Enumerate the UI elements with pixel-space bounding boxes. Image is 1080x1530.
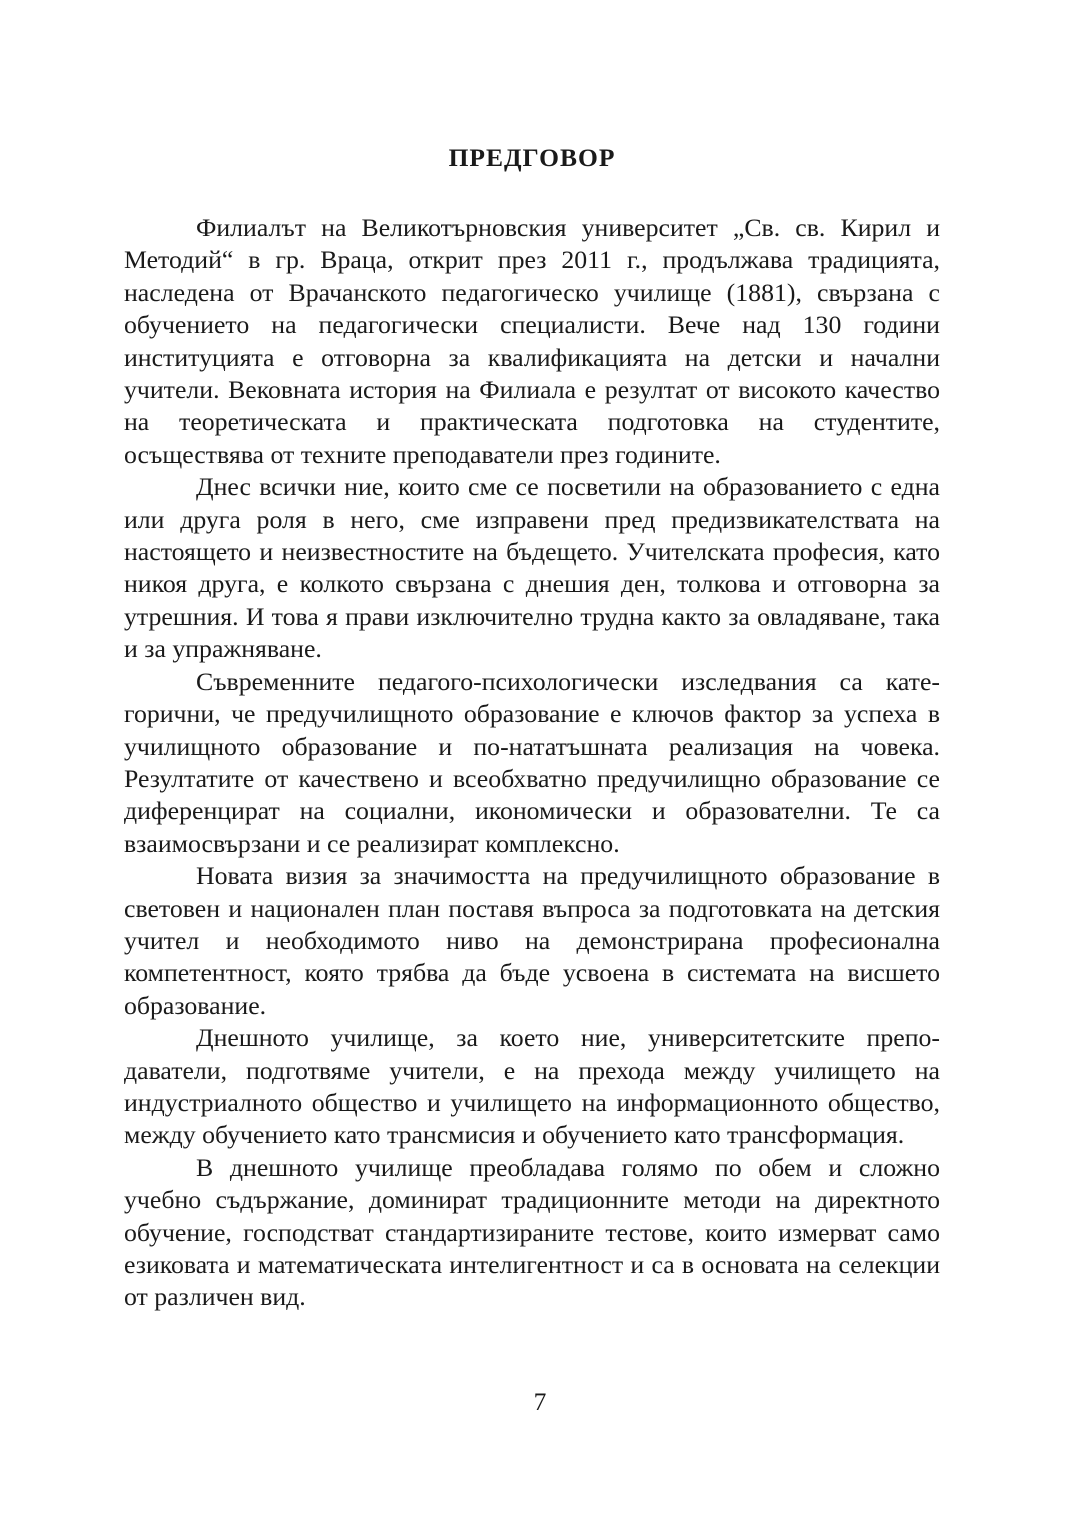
paragraph-5: Днешното училище, за което ние, университетските преподаватели, подготвяме учители, е на прехода между училището на индустриалното общество и училището на информационното общество, между обучението като трансмисия и обучението като трансформация. <box>124 1023 940 1150</box>
paragraph-4: Новата визия за значимостта на предучилищното образование в световен и национален план поставя въпроса за подготовката на детския учител и необходимото ниво на демонстрирана професионална компетентност, която трябва да бъде усвоена в системата на висшето образование. <box>124 861 940 1020</box>
page-number: 7 <box>533 1387 547 1416</box>
paragraph-1: Филиалът на Великотърновския университет „Св. св. Кирил и Методий“ в гр. Враца, открит през 2011 г., продължава традицията, наследена от Врачанското педагогическо училище (1881), свързана с обучението на педагогически специалисти. Вече над 130 години институцията е отговорна за квалификацията на детски и начални учители. Вековната история на Филиала е резултат от високото качество на теоретическата и практическата подготовка на студентите, осъществява от техните преподаватели през годините. <box>124 213 940 469</box>
paragraph-3: Съвременните педагого-психологически изследвания са категорични, че предучилищното образование е ключов фактор за успеха в училищното образование и по-нататъшната реализация на човека. Резултатите от качествено и всеобхватно предучилищно образование се диференцират на социални, икономически и образователни. Те са взаимосвързани и се реализират комплексно. <box>124 666 940 858</box>
document-page <box>124 140 940 1314</box>
paragraph-2: Днес всички ние, които сме се посветили на образованието с една или друга роля в него, сме изправени пред предизвикателствата на настоящето и неизвестностите на бъдещето. Учителската професия, като никоя друга, е колкото свързана с днешия ден, толкова и отговорна за утрешния. И това я прави изключително трудна както за овладяване, така и за упражняване. <box>124 472 940 664</box>
page-title: ПРЕДГОВОР <box>448 143 616 172</box>
paragraph-6: В днешното училище преобладава голямо по обем и сложно учебно съдържание, доминират традиционните методи на директното обучение, господстват стандартизираните тестове, които измерват само езиковата и математическата интелигентност и са в основата на селекции от различен вид. <box>124 1152 940 1312</box>
body-text <box>124 212 940 1314</box>
